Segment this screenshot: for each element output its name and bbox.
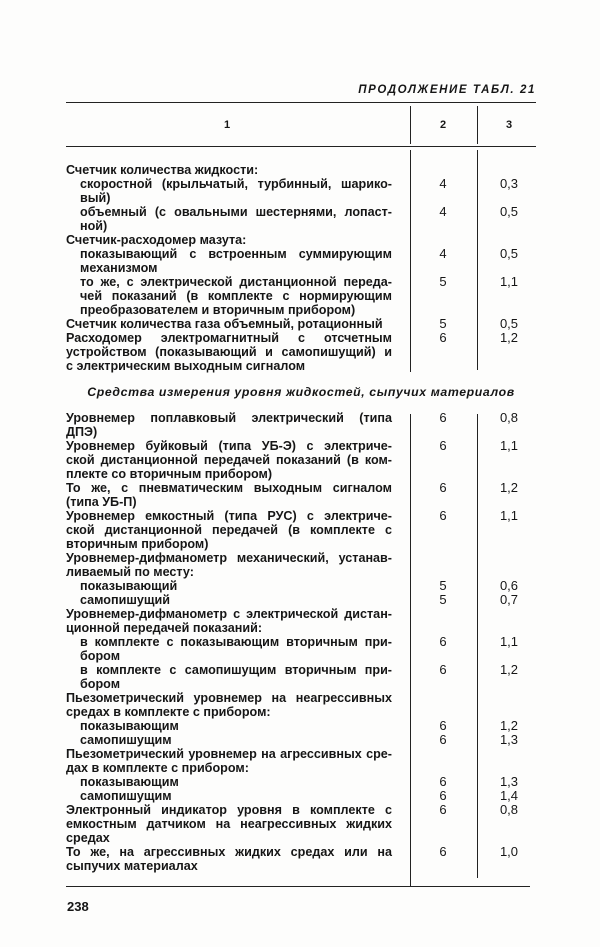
row-text-line-wrap (66, 205, 393, 219)
accuracy-class-cell: 6 (439, 732, 447, 747)
table-row (66, 163, 393, 177)
table-row (66, 607, 393, 635)
row-text-line-wrap (66, 705, 393, 719)
accuracy-class-cell: 6 (439, 718, 447, 733)
row-text-line: самопишущим (80, 733, 172, 747)
value-cell: 0,5 (499, 316, 519, 331)
value-cell: 0,8 (499, 802, 519, 817)
row-text-line-wrap (66, 219, 393, 233)
row-text-line-wrap (66, 261, 393, 275)
table-row (66, 274, 519, 317)
accuracy-class-cell: 6 (439, 634, 447, 649)
value-cell: 0,5 (499, 204, 519, 219)
row-text-line-wrap (66, 523, 393, 537)
row-text-line-wrap (66, 467, 393, 481)
row-text-line: Пьезометрический уровнемер на агрессивных сре- (66, 747, 392, 761)
row-text-line: То же, на агрессивных жидких средах или на (66, 845, 392, 859)
row-text-line: вый) (80, 191, 111, 205)
row-text-line-wrap (66, 177, 393, 191)
row-text-line-wrap (66, 275, 393, 289)
value-cell: 1,0 (499, 844, 519, 859)
row-text-line: Уровнемер буйковый (типа УБ-Э) с электриче- (66, 439, 392, 453)
accuracy-class-cell: 6 (439, 802, 447, 817)
table-row (66, 732, 519, 747)
table-row (66, 480, 519, 509)
row-text-line: ливаемый по месту: (66, 565, 194, 579)
table-group-level-meters (66, 410, 519, 873)
row-text-line: емкостным датчиком на неагрессивных жидких (66, 817, 392, 831)
row-text-line: То же, с пневматическим выходным сигналом (66, 481, 392, 495)
row-text-line-wrap (66, 719, 393, 733)
column-divider (410, 150, 411, 372)
row-text-line: Уровнемер-дифманометр с электрической дистан- (66, 607, 392, 621)
value-cell: 1,1 (499, 438, 519, 453)
table-row (66, 330, 519, 373)
row-text-line: преобразователем и вторичным прибором) (80, 303, 356, 317)
value-cell: 1,1 (499, 274, 519, 289)
column-header-3: 3 (505, 119, 513, 131)
column-header-1: 1 (223, 119, 231, 131)
value-cell: 1,4 (499, 788, 519, 803)
row-text-line: с электрическим выходным сигналом (66, 359, 306, 373)
row-text-line: ской дистанционной передачей (в комплекте с (66, 523, 392, 537)
table-row (66, 204, 519, 233)
accuracy-class-cell: 6 (439, 438, 447, 453)
accuracy-class-cell: 6 (439, 410, 447, 425)
table-row (66, 788, 519, 803)
row-text-line-wrap (66, 859, 393, 873)
row-text-line-wrap (66, 289, 393, 303)
row-text-line-wrap (66, 831, 393, 845)
row-text-line-wrap (66, 509, 393, 523)
row-text-line-wrap (66, 579, 393, 593)
table-row (66, 634, 519, 663)
row-text-line-wrap (66, 635, 393, 649)
row-text-line-wrap (66, 537, 393, 551)
row-text-line: плекте со вторичным прибором) (66, 467, 273, 481)
accuracy-class-cell: 5 (439, 274, 447, 289)
table-row (66, 592, 519, 607)
row-text-line: Счетчик-расходомер мазута: (66, 233, 247, 247)
value-cell: 0,5 (499, 246, 519, 261)
accuracy-class-cell: 6 (439, 508, 447, 523)
row-text-line: Счетчик количества жидкости: (66, 163, 259, 177)
row-text-line-wrap (66, 733, 393, 747)
row-text-line-wrap (66, 345, 393, 359)
row-text-line: в комплекте с самопишущим вторичным при- (80, 663, 392, 677)
column-divider (477, 106, 478, 144)
row-text-line: скоростной (крыльчатый, турбинный, шарико- (80, 177, 392, 191)
table-row (66, 551, 393, 579)
row-text-line-wrap (66, 845, 393, 859)
row-text-line: показывающий (80, 579, 178, 593)
column-divider (477, 414, 478, 878)
row-text-line: самопишущий (80, 593, 170, 607)
table-top-rule (66, 102, 536, 103)
table-row (66, 662, 519, 691)
table-bottom-rule (66, 886, 530, 887)
value-cell: 1,2 (499, 480, 519, 495)
row-text-line-wrap (66, 803, 393, 817)
value-cell: 1,1 (499, 508, 519, 523)
accuracy-class-cell: 4 (439, 246, 447, 261)
value-cell: 1,2 (499, 330, 519, 345)
row-text-line: механизмом (80, 261, 158, 275)
row-text-line: устройством (показывающий и самопишущий) и (66, 345, 392, 359)
row-text-line-wrap (66, 191, 393, 205)
column-divider (410, 414, 411, 887)
row-text-line-wrap (66, 233, 393, 247)
table-row (66, 246, 519, 275)
section-title: Средства измерения уровня жидкостей, сыпучих материалов (87, 385, 515, 399)
value-cell: 1,3 (499, 732, 519, 747)
accuracy-class-cell: 6 (439, 844, 447, 859)
row-text-line-wrap (66, 649, 393, 663)
row-text-line: Уровнемер емкостный (типа РУС) с электриче- (66, 509, 392, 523)
accuracy-class-cell: 4 (439, 204, 447, 219)
row-text-line: Расходомер электромагнитный с отсчетным (66, 331, 392, 345)
row-text-line-wrap (66, 817, 393, 831)
row-text-line: самопишущим (80, 789, 172, 803)
row-text-line: ДПЭ) (66, 425, 98, 439)
row-text-line-wrap (66, 359, 393, 373)
row-text-line-wrap (66, 247, 393, 261)
accuracy-class-cell: 5 (439, 578, 447, 593)
row-text-line: ской дистанционной передачей показаний (в ком- (66, 453, 392, 467)
table-row (66, 410, 519, 439)
table-row (66, 774, 519, 789)
column-divider (477, 150, 478, 370)
table-row (66, 176, 519, 205)
row-text-line: Уровнемер-дифманометр механический, устанав- (66, 551, 392, 565)
accuracy-class-cell: 5 (439, 592, 447, 607)
row-text-line-wrap (66, 303, 393, 317)
value-cell: 0,6 (499, 578, 519, 593)
table-row (66, 316, 519, 331)
row-text-line-wrap (66, 761, 393, 775)
row-text-line: дах в комплекте с прибором: (66, 761, 249, 775)
row-text-line: средах (66, 831, 110, 845)
row-text-line-wrap (66, 331, 393, 345)
accuracy-class-cell: 6 (439, 788, 447, 803)
table-row (66, 844, 519, 873)
row-text-line-wrap (66, 663, 393, 677)
row-text-line: сыпучих материалах (66, 859, 198, 873)
table-row (66, 508, 519, 551)
table-row (66, 802, 519, 845)
value-cell: 0,3 (499, 176, 519, 191)
table-row (66, 233, 393, 247)
row-text-line-wrap (66, 607, 393, 621)
row-text-line: чей показаний (в комплекте с нормирующим (80, 289, 392, 303)
row-text-line: показывающим (80, 775, 179, 789)
table-group-flow-meters (66, 163, 519, 373)
row-text-line-wrap (66, 425, 393, 439)
row-text-line-wrap (66, 317, 393, 331)
row-text-line-wrap (66, 691, 393, 705)
row-text-line-wrap (66, 551, 393, 565)
accuracy-class-cell: 5 (439, 316, 447, 331)
row-text-line: ционной передачей показаний: (66, 621, 263, 635)
row-text-line: Пьезометрический уровнемер на неагрессивных (66, 691, 392, 705)
row-text-line: бором (80, 677, 121, 691)
value-cell: 0,7 (499, 592, 519, 607)
row-text-line: в комплекте с показывающим вторичным при- (80, 635, 392, 649)
table-row (66, 747, 393, 775)
row-text-line: бором (80, 649, 121, 663)
table-row (66, 438, 519, 481)
row-text-line-wrap (66, 593, 393, 607)
row-text-line: показывающий с встроенным суммирующим (80, 247, 392, 261)
row-text-line-wrap (66, 411, 393, 425)
row-text-line: показывающим (80, 719, 179, 733)
page-number: 238 (67, 899, 89, 914)
row-text-line-wrap (66, 453, 393, 467)
row-text-line: Счетчик количества газа объемный, ротационный (66, 317, 383, 331)
row-text-line: ной) (80, 219, 108, 233)
row-text-line-wrap (66, 163, 393, 177)
running-title: ПРОДОЛЖЕНИЕ ТАБЛ. 21 (358, 84, 536, 96)
table-row (66, 691, 393, 719)
row-text-line-wrap (66, 677, 393, 691)
row-text-line: объемный (с овальными шестернями, лопаст- (80, 205, 392, 219)
table-row (66, 578, 519, 593)
row-text-line-wrap (66, 565, 393, 579)
accuracy-class-cell: 6 (439, 330, 447, 345)
table-header-rule (66, 146, 536, 147)
value-cell: 1,1 (499, 634, 519, 649)
row-text-line-wrap (66, 789, 393, 803)
row-text-line-wrap (66, 439, 393, 453)
row-text-line-wrap (66, 775, 393, 789)
row-text-line: Электронный индикатор уровня в комплекте с (66, 803, 392, 817)
value-cell: 1,2 (499, 718, 519, 733)
accuracy-class-cell: 4 (439, 176, 447, 191)
value-cell: 1,2 (499, 662, 519, 677)
accuracy-class-cell: 6 (439, 480, 447, 495)
row-text-line: вторичным прибором) (66, 537, 209, 551)
row-text-line-wrap (66, 747, 393, 761)
value-cell: 0,8 (499, 410, 519, 425)
accuracy-class-cell: 6 (439, 662, 447, 677)
row-text-line-wrap (66, 481, 393, 495)
column-header-2: 2 (439, 119, 447, 131)
row-text-line: средах в комплекте с прибором: (66, 705, 271, 719)
column-divider (410, 106, 411, 144)
row-text-line: (типа УБ-П) (66, 495, 137, 509)
row-text-line: то же, с электрической дистанционной переда- (80, 275, 392, 289)
table-row (66, 718, 519, 733)
row-text-line: Уровнемер поплавковый электрический (типа (66, 411, 392, 425)
row-text-line-wrap (66, 621, 393, 635)
value-cell: 1,3 (499, 774, 519, 789)
accuracy-class-cell: 6 (439, 774, 447, 789)
row-text-line-wrap (66, 495, 393, 509)
